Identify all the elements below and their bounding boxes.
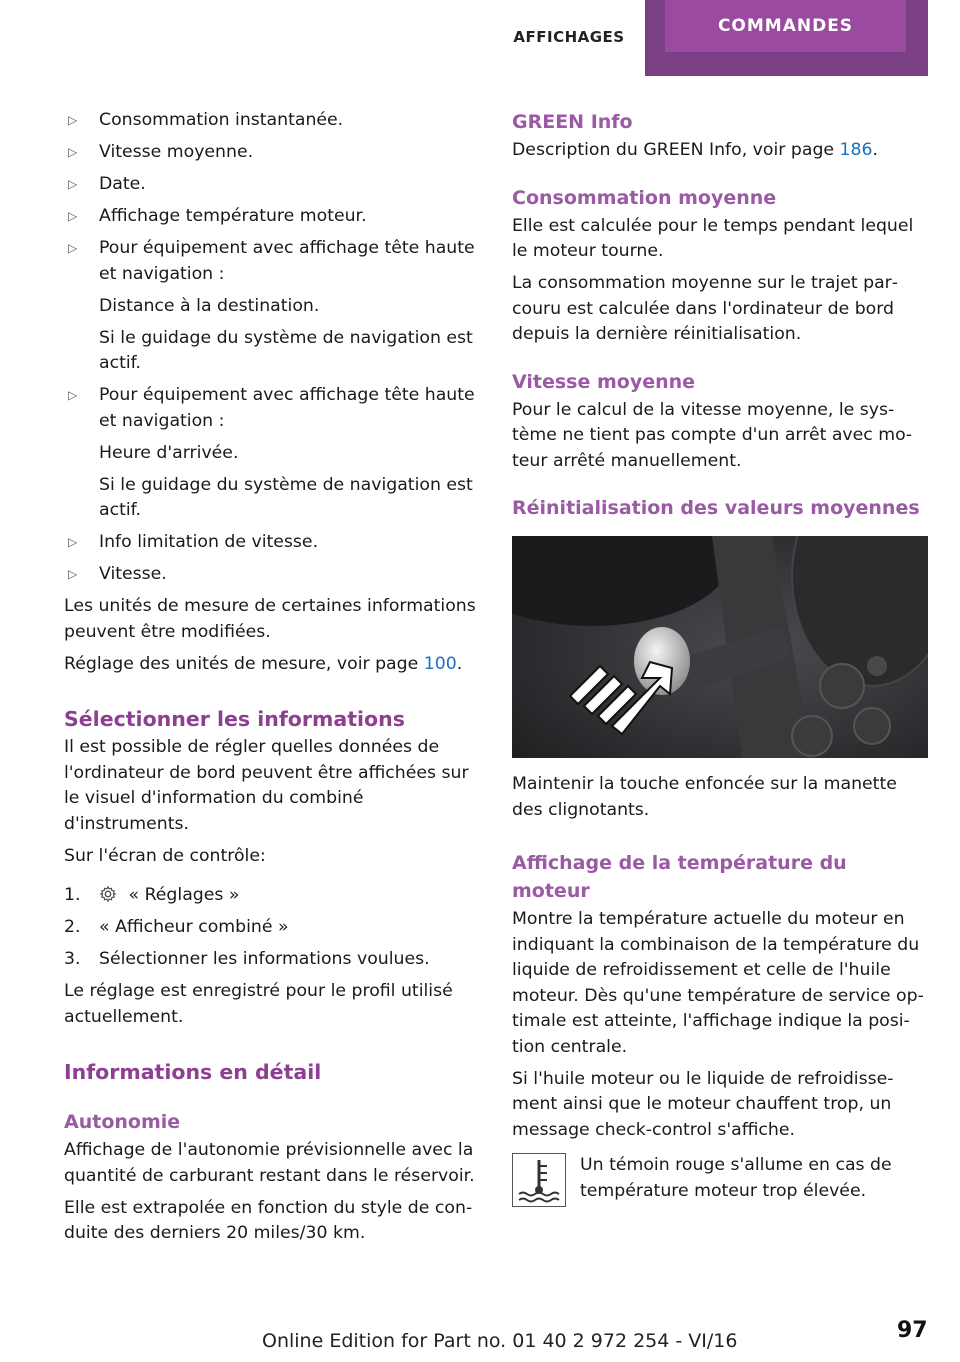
engine-temperature-paragraph-2: Si l'huile moteur ou le liquide de refroidissement ainsi que le moteur chauffent trop, un message check-control s'affiche.: [512, 1068, 894, 1140]
triangle-bullet-icon: ▷: [68, 567, 78, 581]
header-tab-affichages: [496, 0, 642, 76]
steps-list: [64, 883, 478, 973]
warning-note: [512, 1153, 928, 1204]
average-speed-paragraph: Pour le calcul de la vitesse moyenne, le système ne tient pas compte d'un arrêt avec moteur arrêté manuellement.: [512, 399, 912, 471]
control-screen-label: Sur l'écran de contrôle:: [64, 845, 266, 866]
bullet-item: ▷ Consommation instantanée.: [64, 108, 478, 134]
reset-caption: Maintenir la touche enfoncée sur la manette des clignotants.: [512, 774, 897, 820]
triangle-bullet-icon: ▷: [68, 388, 78, 402]
section-heading-details: Informations en détail: [64, 1060, 322, 1084]
header-tab-commandes: [645, 0, 928, 76]
bullet-item: ▷ Vitesse.: [64, 562, 478, 588]
average-consumption-paragraph-2: La consommation moyenne sur le trajet parcouru est calculée dans l'ordinateur de bord depuis la dernière réinitialisation.: [512, 273, 899, 344]
coolant-temperature-warning-icon: [512, 1153, 566, 1207]
average-consumption-paragraph-1: Elle est calculée pour le temps pendant lequel le moteur tourne.: [512, 215, 914, 261]
warning-note-text: Un témoin rouge s'allume en cas de température moteur trop élevée.: [580, 1155, 892, 1201]
section-heading-select: Sélectionner les informations: [64, 707, 405, 731]
engine-temperature-paragraph-1: Montre la température actuelle du moteur en indiquant la combinaison de la température du liquide de refroidissement et celle de l'huile moteur. Dès qu'une température de service optimale est atteinte, l'affichage indique la position centrale.: [512, 909, 924, 1057]
step-item: 3. Sélectionner les informations voulues.: [64, 949, 430, 969]
bullet-item: ▷ Vitesse moyenne.: [64, 140, 478, 166]
units-reference: Réglage des unités de mesure, voir page 100.: [64, 653, 463, 674]
page-link-100[interactable]: 100: [423, 653, 457, 674]
profile-paragraph: Le réglage est enregistré pour le profil utilisé actuellement.: [64, 981, 453, 1027]
bullet-item: ▷ Info limitation de vitesse.: [64, 530, 478, 556]
triangle-bullet-icon: ▷: [68, 177, 78, 191]
triangle-bullet-icon: ▷: [68, 535, 78, 549]
step-item: 2. « Afficheur combiné »: [64, 917, 289, 937]
triangle-bullet-icon: ▷: [68, 145, 78, 159]
triangle-bullet-icon: ▷: [68, 241, 78, 255]
bullet-item: ▷ Pour équipement avec affichage tête haute et navigation : Heure d'arrivée. Si le guidage du système de navigation est actif.: [68, 385, 475, 520]
page-link-186[interactable]: 186: [839, 140, 873, 160]
subheading-reset-averages: Réinitialisation des valeurs moyennes: [512, 497, 920, 519]
subheading-engine-temperature: Affichage de la température du moteur: [512, 852, 847, 902]
autonomy-paragraph-1: Affichage de l'autonomie prévisionnelle avec la quantité de carburant restant dans le réservoir.: [64, 1140, 475, 1186]
header-tab-commandes-label: COMMANDES: [665, 0, 906, 52]
footer-edition: Online Edition for Part no. 01 40 2 972 254 - VI/16: [262, 1330, 738, 1352]
triangle-bullet-icon: ▷: [68, 209, 78, 223]
bullet-item: ▷ Date.: [64, 172, 478, 198]
subheading-autonomy: Autonomie: [64, 1111, 181, 1133]
units-paragraph: Les unités de mesure de certaines informations peuvent être modifiées.: [64, 596, 476, 642]
green-info-reference: Description du GREEN Info, voir page 186.: [512, 140, 879, 160]
subheading-average-consumption: Consommation moyenne: [512, 186, 777, 209]
settings-gear-icon: [99, 885, 117, 903]
right-column: [512, 108, 928, 1204]
autonomy-paragraph-2: Elle est extrapolée en fonction du style de conduite des derniers 20 miles/30 km.: [64, 1197, 473, 1243]
step-item: 1. « Réglages »: [64, 885, 240, 905]
info-bullet-list: [64, 108, 478, 588]
left-column: [64, 108, 478, 1253]
subheading-green-info: GREEN Info: [512, 111, 633, 133]
subheading-average-speed: Vitesse moyenne: [512, 370, 696, 393]
select-paragraph: Il est possible de régler quelles données de l'ordinateur de bord peuvent être affichées sur le visuel d'information du combiné d'instruments.: [64, 737, 469, 834]
bullet-item: ▷ Pour équipement avec affichage tête haute et navigation : Distance à la destination. Si le guidage du système de navigation est actif.: [68, 238, 475, 373]
header-tab-affichages-label: AFFICHAGES: [513, 28, 625, 46]
stalk-illustration: [512, 536, 928, 758]
triangle-bullet-icon: ▷: [68, 113, 78, 127]
page-number: 97: [897, 1318, 928, 1343]
bullet-item: ▷ Affichage température moteur.: [64, 204, 478, 230]
turn-signal-stalk-photo: [512, 536, 928, 758]
